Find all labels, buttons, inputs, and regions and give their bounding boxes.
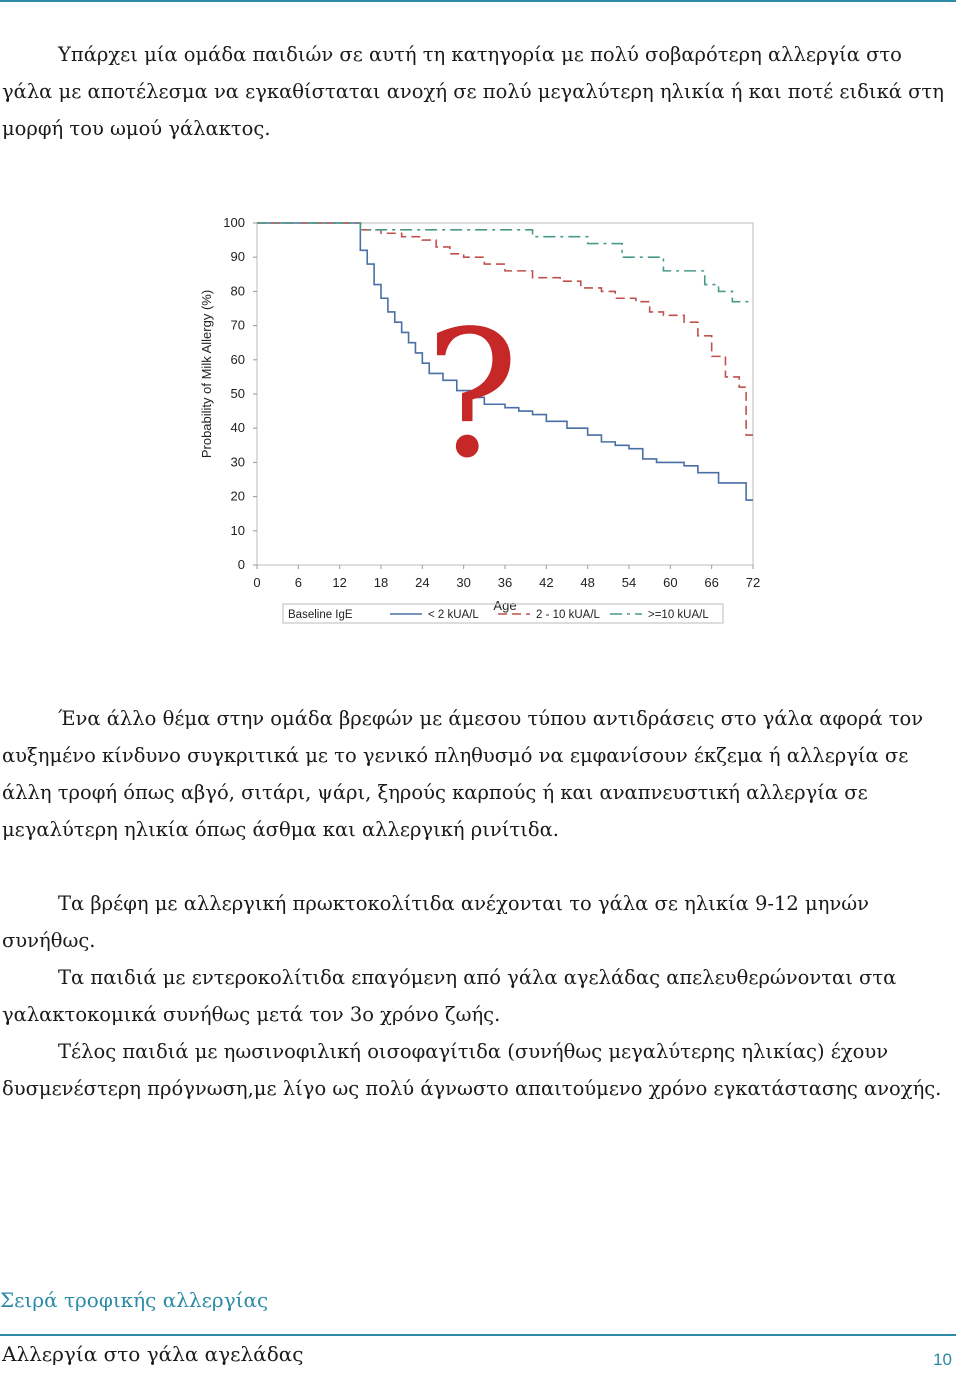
y-tick-label: 60 [230, 351, 245, 367]
y-tick-label: 20 [230, 488, 245, 504]
legend-entry-2: 2 - 10 kUA/L [536, 609, 600, 621]
section-link[interactable]: Σειρά τροφικής αλλεργίας [0, 1288, 269, 1312]
legend-entry-1: < 2 kUA/L [428, 609, 479, 621]
paragraph-1 [2, 36, 956, 147]
paragraph-2-text: Ένα άλλο θέμα στην ομάδα βρεφών με άμεσου τύπου αντιδράσεις στο γάλα αφορά τον αυξημένο κίνδυνο συγκριτικά με το γενικό πληθυσμό να εμφανίσουν έκζεμα ή αλλεργία σε άλλη τροφή όπως αβγό, σιτάρι, ψάρι, ξηρούς καρπούς ή και αναπνευστική αλλεργία σε μεγαλύτερη ηλικία όπως άσθμα και αλλεργική ρινίτιδα. [2, 707, 924, 841]
y-tick-label: 0 [237, 557, 245, 572]
x-tick-label: 42 [539, 575, 554, 590]
question-mark-overlay: ? [425, 294, 519, 497]
y-tick-label: 40 [230, 420, 245, 436]
paragraph-1-text: Υπάρχει μία ομάδα παιδιών σε αυτή τη κατηγορία με πολύ σοβαρότερη αλλεργία στο γάλα με αποτέλεσμα να εγκαθίσταται ανοχή σε πολύ μεγαλύτερη ηλικία ή και ποτέ ειδικά στη μορφή του ωμού γάλακτος. [2, 43, 944, 140]
x-tick-label: 60 [663, 575, 678, 590]
paragraph-4 [2, 959, 956, 1033]
x-tick-label: 24 [415, 575, 430, 590]
paragraph-4-text: Τα παιδιά με εντεροκολίτιδα επαγόμενη από γάλα αγελάδας απελευθερώνονται στα γαλακτοκομικά συνήθως μετά τον 3ο χρόνο ζωής. [2, 966, 897, 1026]
paragraph-5-text: Τέλος παιδιά με ηωσινοφιλική οισοφαγίτιδα (συνήθως μεγαλύτερης ηλικίας) έχουν δυσμενέστερη πρόγνωση,με λίγο ως πολύ άγνωστο απαιτούμενο χρόνο εγκατάστασης ανοχής. [2, 1040, 942, 1100]
y-tick-label: 50 [230, 386, 245, 401]
legend-entry-3: >=10 kUA/L [648, 609, 709, 621]
x-tick-label: 6 [294, 575, 302, 590]
y-tick-label: 10 [230, 522, 245, 538]
x-tick-label: 36 [497, 575, 513, 590]
x-tick-label: 66 [704, 575, 719, 590]
paragraph-3-text: Τα βρέφη με αλλεργική πρωκτοκολίτιδα ανέχονται το γάλα σε ηλικία 9-12 μηνών συνήθως. [2, 892, 869, 952]
y-tick-label: 30 [230, 454, 245, 470]
y-tick-label: 100 [223, 215, 245, 230]
top-rule [0, 0, 956, 2]
bottom-rule [0, 1334, 956, 1336]
x-tick-label: 0 [253, 575, 261, 590]
milk-allergy-chart [180, 205, 780, 645]
chart-svg [180, 205, 780, 645]
paragraph-3 [2, 885, 956, 959]
y-tick-label: 80 [230, 283, 245, 299]
y-axis-label: Probability of Milk Allergy (%) [199, 289, 214, 459]
x-tick-label: 30 [456, 575, 471, 590]
page-number: 10 [933, 1350, 952, 1369]
series-line-3 [257, 223, 753, 302]
legend-title: Baseline IgE [288, 609, 353, 621]
x-axis-label: Age [493, 598, 517, 613]
x-tick-label: 54 [621, 575, 637, 590]
x-tick-label: 12 [332, 575, 347, 590]
x-tick-label: 72 [745, 575, 761, 590]
x-tick-label: 48 [580, 575, 595, 590]
paragraph-5 [2, 1033, 956, 1107]
y-tick-label: 90 [230, 249, 245, 265]
paragraph-2 [2, 700, 956, 848]
footer-title: Αλλεργία στο γάλα αγελάδας [2, 1342, 304, 1366]
x-tick-label: 18 [373, 575, 389, 590]
y-tick-label: 70 [230, 317, 245, 333]
